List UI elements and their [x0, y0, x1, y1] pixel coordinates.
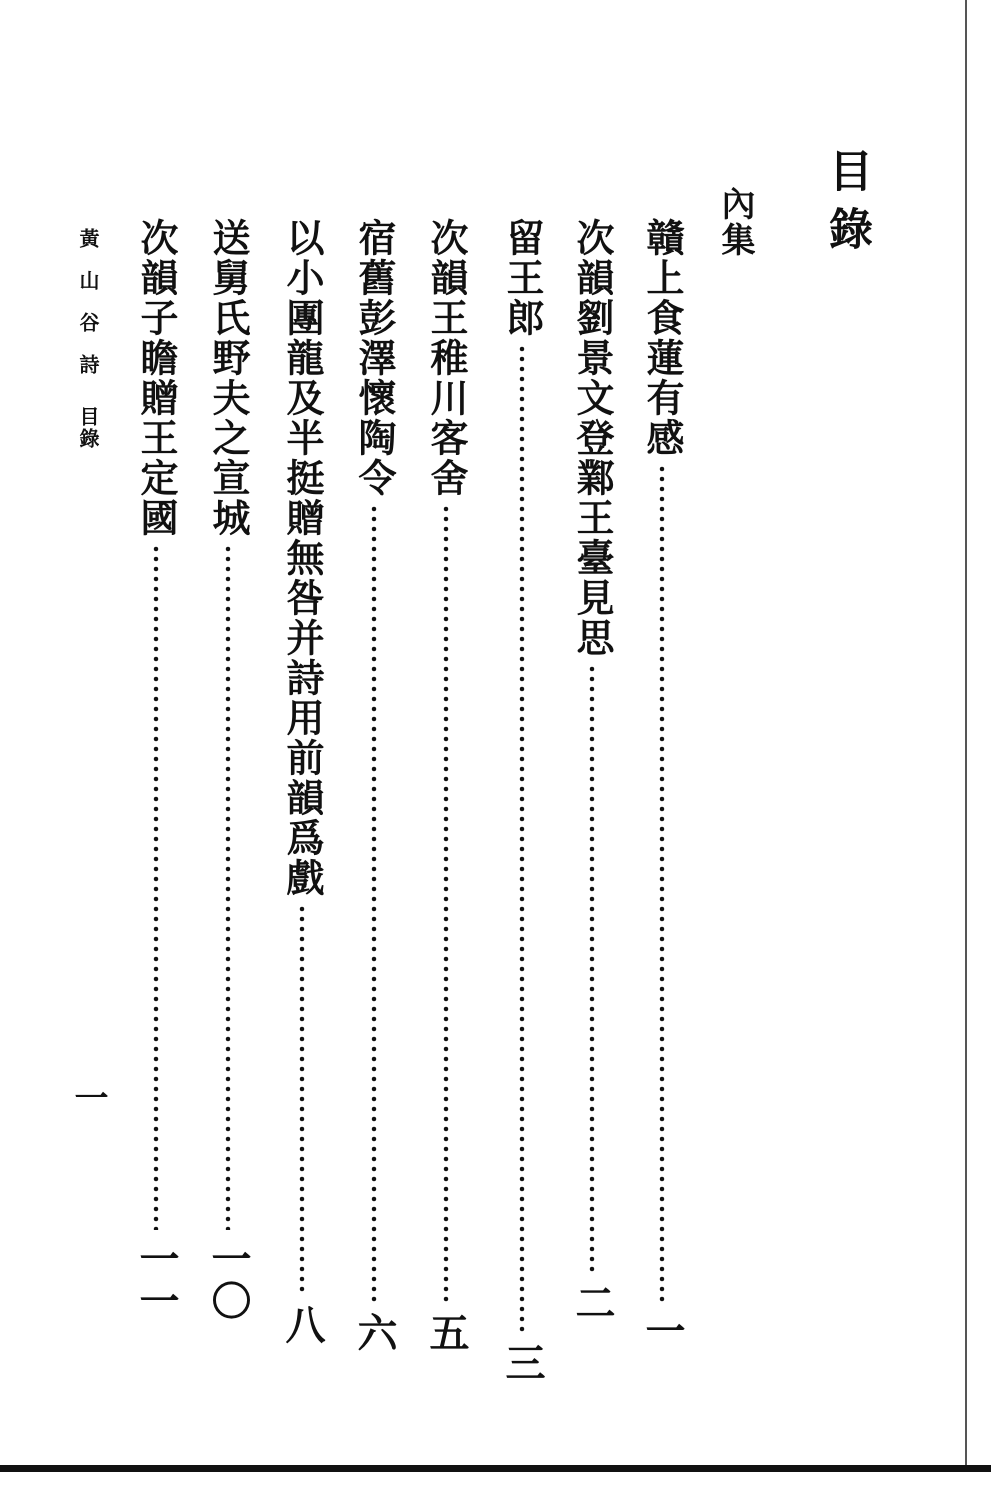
- section-heading: 內集: [715, 186, 755, 258]
- entry-page-number: 二: [569, 1282, 616, 1324]
- page-title: 目錄: [821, 148, 872, 264]
- entry-title: 次韻劉景文登鄴王臺見思: [570, 218, 615, 658]
- toc-entry: [276, 218, 328, 1346]
- book-title: 黃山谷詩: [76, 228, 100, 396]
- entry-page-number: 八: [279, 1304, 326, 1346]
- entry-page-number: 一一: [133, 1238, 180, 1322]
- entry-title: 送舅氏野夫之宣城: [206, 218, 251, 538]
- entry-page-number: 三: [499, 1342, 546, 1384]
- entry-page-number: 五: [423, 1312, 470, 1354]
- entry-title: 宿舊彭澤懷陶令: [352, 218, 397, 498]
- entry-title: 次韻王稚川客舍: [424, 218, 469, 498]
- dot-leader: [659, 464, 665, 1302]
- toc-entry: [348, 218, 400, 1354]
- bottom-border-rule: [0, 1465, 991, 1472]
- page-edge-rule: [965, 0, 967, 1470]
- section-column: [712, 186, 758, 258]
- toc-entry: [420, 218, 472, 1354]
- title-column: [820, 148, 872, 264]
- entry-title: 次韻子瞻贈王定國: [134, 218, 179, 538]
- toc-entry: [566, 218, 618, 1324]
- dot-leader: [371, 504, 377, 1304]
- footer-section: 目錄: [76, 406, 100, 450]
- entry-title: 贛上食蓮有感: [640, 218, 685, 458]
- running-footer: [72, 228, 104, 450]
- dot-leader: [589, 664, 595, 1274]
- entry-title: 留王郎: [500, 218, 545, 338]
- entry-page-number: 六: [351, 1312, 398, 1354]
- toc-entry: [496, 218, 548, 1384]
- toc-entry: [202, 218, 254, 1322]
- dot-leader: [225, 544, 231, 1230]
- toc-entry: [636, 218, 688, 1352]
- page-folio: 一: [68, 1080, 108, 1116]
- dot-leader: [153, 544, 159, 1230]
- dot-leader: [519, 344, 525, 1334]
- entry-page-number: 一〇: [205, 1238, 252, 1322]
- toc-entry: [130, 218, 182, 1322]
- entry-page-number: 一: [639, 1310, 686, 1352]
- entry-title: 以小團龍及半挺贈無咎并詩用前韻爲戲: [280, 218, 325, 898]
- dot-leader: [443, 504, 449, 1304]
- dot-leader: [299, 904, 305, 1296]
- folio-column: [70, 1080, 106, 1116]
